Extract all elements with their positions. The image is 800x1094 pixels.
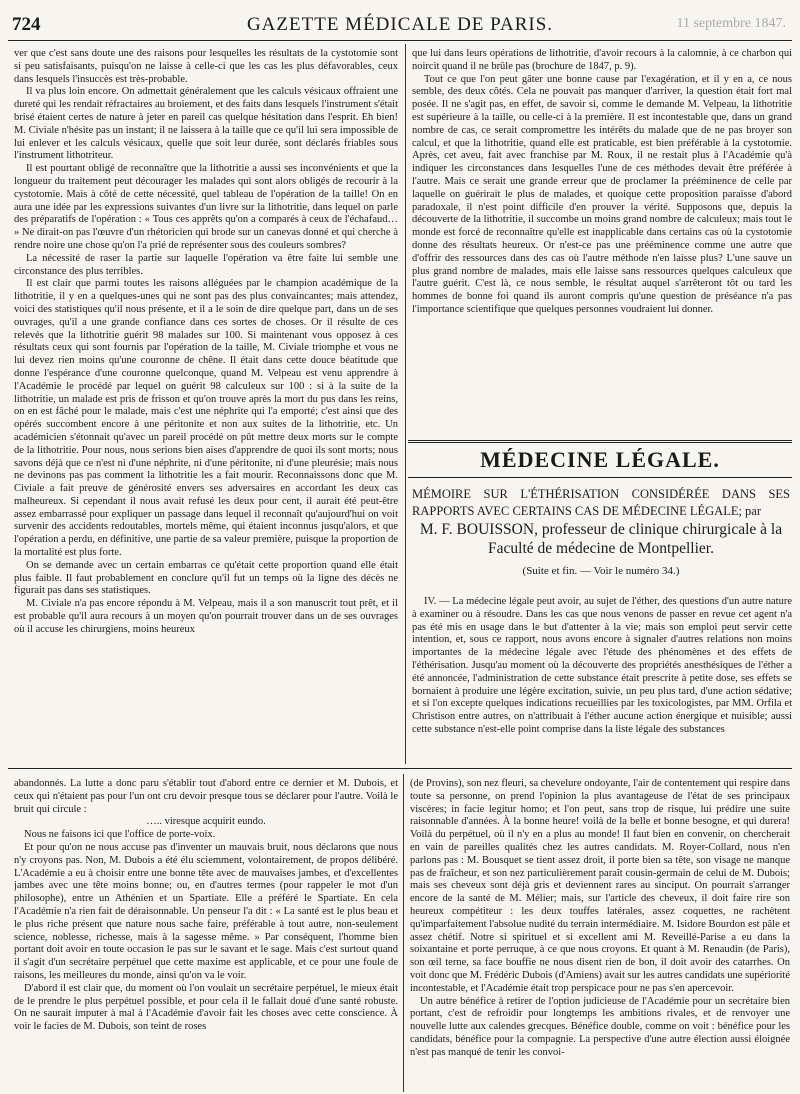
paragraph: Il est clair que parmi toutes les raisons alléguées par le champion académique de la lithotritie, il y en a quelques-unes qui ne sont pas des plus convaincantes; mais attendez, voici des statistiques qu'il nous présente, et il a le soin de dire quelque part, dans un de ses ouvrages, qu'il a une grande confiance dans ces sortes de choses. Or il résulte de ces relevés que la lithotritie guérit 98 malades sur 100. Si maintenant vous opposez à ces résultats ceux qui sont fournis par l'opération de la taille, M. Civiale triomphe et vous ne lui devez rien moins qu'une couronne de chêne. Il était dans cette douce béatitude que donne l'espérance d'une couronne quelconque, quand M. Velpeau est venu apprendre à l'Académie le procédé par lequel on guérit 98 calculeux sur 100 : si à la suite de la lithotritie, un malade est pris de frisson et qu'on trouve après la mort du pus dans les reins, on en est fâché pour le malade, mais c'est une néphrite qui l'a emporté; c'est ainsi que des opérés succombent encore à une péritonite et non aux suites de la lithotritie, etc. Un académicien s'étonnait qu'avec un pareil procédé on pût mettre deux morts sur le compte de la lithotritie. Pour nous, nous serions bien aises d'apprendre de quoi ils sont morts; nous savons déjà que ce n'est ni d'une néphrite, ni d'une péritonite, ni d'une pleurésie; mais nous ne devinons pas pas comment la lithotritie les a fait mourir. Reconnaissons donc que M. Civiale a fait preuve de générosité envers ses adversaires en accordant les deux cas malheureux. Si cependant il nous avait refusé les deux pour cent, il aurait été peut-être assez embarrassé pour expliquer un passage dans lequel il reconnaît qu'aujourd'hui on voit survenir des accidents redoutables, mortels même, qui étaient inconnus jusqu'alors, et que l'opération a perdu, en définitive, une partie de sa valeur première, puisque la proportion de la mortalité est plus forte. [14,278,398,559]
paragraph: La nécessité de raser la partie sur laquelle l'opération va être faite lui semble une circonstance des plus terribles. [14,252,398,277]
paragraph: IV. — La médecine légale peut avoir, au sujet de l'éther, des questions d'un autre nature à examiner ou à résoudre. Dans les cas que nous venons de passer en revue cet agent n'a pas été mis en usage dans le but d'attenter à la vie; mais son emploi peut servir cette intention, et, sous ce rapport, nous avons encore à signaler d'autres relations non moins importantes de la médecine légale avec l'étude des phénomènes et des effets de l'éthérisation. Jusqu'au moment où la découverte des propriétés anesthésiques de l'éther a été annoncée, l'administration de cette substance était prescrite à petite dose, ses effets se bornaient à produire une légère excitation, suivie, un peu plus tard, d'une action sédative; et si l'on excepte quelques indications recueillies par les toxicologistes, par MM. Orfila et Christison entre autres, on n'attribuait à l'éther aucune action énergique et nuisible; aussi cette substance n'est-elle point comprise dans la liste légale des substances [412,596,792,735]
memoir-title: MÉMOIRE SUR L'ÉTHÉRISATION CONSIDÉRÉE DANS SES RAPPORTS AVEC CERTAINS CAS DE MÉDECINE LÉGALE; par [412,487,790,518]
paragraph: (de Provins), son nez fleuri, sa chevelure ondoyante, l'air de contentement qui respire dans toute sa personne, on prend l'opinion la plus avantageuse de l'état de ses principaux viscères; in facie legitur homo; et l'on peut, sans trop de risque, lui prédire une suite raisonnable d'années. À la bonne heure! voilà de la belle et bonne besogne, et qui durera! Voilà du perpétuel, où il n'y en a plus au monde! Il faut bien en convenir, on chercherait en vain de pareilles qualités chez les autres candidats. M. Royer-Collard, nous n'en parlons pas : M. Bousquet se tient assez droit, il porte bien sa tête, son visage ne manque pas de fraîcheur, et son nez particulièrement paraît cousin-germain de celui de M. Dubois; mais ses cheveux sont déjà gris et deviennent rares au sinciput. On pourrait s'arranger encore de la santé de M. Mélier; mais, sur l'article des cheveux, il doit faire rire son heureux compétiteur : les deux touffes latérales, assez coquettes, ne rachètent qu'imparfaitement l'absolue nudité du terrain intermédiaire. M. Isidore Bourdon est pâle et assez chétif. Notre si spirituel et si excellent ami M. Reveillé-Parise a eu dans la soixantaine et porte perruque, à ce que nous croyons. Et quant à M. Renaudin (de Paris), son œil terne, sa face bouffie ne nous disent rien de bon, il doit avoir des catarrhes. On voit donc que M. Frédéric Dubois (d'Amiens) avait sur les autres candidats une supériorité incontestable, et l'Académie était trop perspicace pour ne pas s'en apercevoir. [410,778,790,994]
paragraph: D'abord il est clair que, du moment où l'on voulait un secrétaire perpétuel, le mieux était de le prendre le plus perpétuel possible, et pour cela il le fallait doué d'une santé robuste. On ne saurait imputer à mal à l'Académie d'avoir fait les choses avec cette conscience. À voir le facies de M. Dubois, son teint de roses [14,982,398,1033]
memoir-heading [412,486,790,558]
feuilleton-column-left [14,778,398,1092]
paragraph: Un autre bénéfice à retirer de l'option judicieuse de l'Académie pour un secrétaire bien portant, c'est de refroidir pour longtemps les ambitions rivales, et de renvoyer une nouvelle lutte aux calendes grecques. Bénéfice double, comme on voit : bénéfice pour les candidats, bénéfice pour la compagnie. La perspective d'une autre élection aussi éloignée n'est pas manqué de tenir les convoi- [410,995,790,1058]
paragraph: On se demande avec un certain embarras ce qu'était cette proportion quand elle était plus faible. Il faut probablement en conclure qu'il fut un temps où la ligne des décès ne figurait pas dans ses statistiques. [14,559,398,597]
section-title: MÉDECINE LÉGALE. [480,447,720,472]
page-header [8,12,792,41]
paragraph: abandonnés. La lutte a donc paru s'établir tout d'abord entre ce dernier et M. Dubois, et ceux qui n'étaient pas pour l'un ont cru devoir presque tous se déclarer pour l'autre. Voilà le bruit qui circule : [14,778,398,815]
paragraph: Nous ne faisons ici que l'office de porte-voix. [24,829,216,841]
article-column-legal-medicine [412,596,792,756]
column-divider-top [405,44,406,764]
paragraph: M. Civiale n'a pas encore répondu à M. Velpeau, mais il a son manuscrit tout prêt, et il est probable qu'il aura recours à un moyen qu'on pourrait trouver dans un de ses ouvrages où il accuse les chirurgiens, moins heureux [14,598,398,635]
faint-date: 11 septembre 1847. [676,16,786,31]
verse-quote: ….. viresque acquirit eundo. [146,816,266,828]
paragraph: Tout ce que l'on peut gâter une bonne cause par l'exagération, et il y en a, ce nous semble, des deux côtés. Cela ne pouvait pas manquer d'arriver, la question était fort mal posée. Il ne s'agit pas, en effet, de savoir si, comme le demande M. Velpeau, la lithotritie est supérieure à la taille, ou celle-ci à la première. Il est incontestable que, dans un grand nombre de cas, ce serait compromettre les intérêts du malade que de ne pas broyer son calcul, et que la lithotritie, quand elle est praticable, est bien préférable à la cystotomie. Après, cet aveu, fait avec franchise par M. Roux, il ne restait plus à l'Académie qu'à indiquer les circonstances dans lesquelles l'une de ces méthodes devait être préférée à l'autre. Mais ce serait une grande erreur que de proclamer la prééminence de celle par laquelle on guérirait le plus de malades, et quoique cette proposition paraisse d'abord paradoxale, il n'est point difficile d'en prouver la vérité. Supposons que, depuis la découverte de la lithotritie, il succombe un moins grand nombre de calculeux; mais tout le monde est forcé de reconnaître qu'elle est inapplicable dans certains cas où la cystotomie donne des résultats heureux. Or n'est-ce pas une prééminence comme une autre que d'offrir des ressources dans des cas où l'autre méthode n'en laisse plus? L'une sauve un plus grand nombre de malades, mais elle laisse sans ressources quelques calculeux que l'autre guérit. C'est là, ce nous semble, le résultat auquel s'arrêteront tôt ou tard les hommes de bonne foi quand ils auront compris qu'une question de préséance n'a pas l'importance scientifique que quelques personnes voudraient lui donner. [412,73,792,315]
page-number: 724 [12,14,41,35]
paragraph: Et pour qu'on ne nous accuse pas d'inventer un mauvais bruit, nous déclarons que nous n'y croyons pas. Non, M. Dubois a été élu sciemment, volontairement, de propos délibéré. L'Académie a eu à choisir entre une bonne tête avec de mauvaises jambes, et d'excellentes jambes avec une tête moins bonne; ou, en d'autres termes (pour rappeler le mot d'un philosophe), entre un Athénien et un Spartiate. Elle a préféré le Spartiate. En cela l'Académie n'a rien fait de déraisonnable. Un penseur l'a dit : « La santé est le plus beau et le plus riche présent que nature nous sache faire, préférable à tout autre, non-seulement science, noblesse, richesse, mais à la sagesse même. » Par conséquent, l'homme bien portant doit avoir en toute occasion le pas sur le savant et le sage. Mais c'est surtout quand il s'agit d'un secrétaire perpétuel que cette maxime est applicable, et ce pour une foule de raisons, les meilleures du monde, ainsi qu'on va le voir. [14,841,398,981]
memoir-author: M. F. BOUISSON, professeur de clinique chirurgicale à la Faculté de médecine de Montpellier. [419,521,783,557]
paragraph: Il est pourtant obligé de reconnaître que la lithotritie a aussi ses inconvénients et que la longueur du traitement peut décourager les malades qui sont alors obligés de recourir à la cystotomie. Mais à côté de cette nécessité, quel tableau de l'opération de la taille! On en aura une idée par les expressions suivantes d'un livre sur la lithotritie, dans lequel on parle des préparatifs de l'opération : « Tous ces apprêts qu'on a comparés à ceux de l'échafaud… » Ne dirait-on pas l'œuvre d'un rhétoricien qui brode sur un canevas donné et qui cherche à rendre noire une chose qu'on l'a prié de représenter sous des couleurs sombres? [14,163,398,251]
article-column-top-right [412,48,792,402]
paragraph: Il va plus loin encore. On admettait généralement que les calculs vésicaux offraient une dureté qui les rendait réfractaires au broiement, et des faits dans lesquels l'instrument s'était brisé étaient certes de nature à jeter en pareil cas quelque hésitation dans l'esprit. Eh bien! M. Civiale n'hésite pas un instant; il ne laissera à la taille que ce qu'il lui sera impossible de lui enlever et les calculs vésicaux, quelle que soit leur durée, sont déclarés friables sous l'instrument lithotriteur. [14,86,398,162]
journal-title: GAZETTE MÉDICALE DE PARIS. [246,14,554,35]
paragraph: que lui dans leurs opérations de lithotritie, d'avoir recours à la calomnie, à ce charbon qui noircit quand il ne brûle pas (brochure de 1847, p. 9). [412,48,792,72]
section-header [408,440,792,478]
horizontal-divider [8,768,792,769]
feuilleton-column-right [410,778,790,1092]
column-divider-bottom [403,774,404,1092]
article-column-top-left [14,48,398,754]
paragraph: ver que c'est sans doute une des raisons pour lesquelles les résultats de la cystotomie sont si peu satisfaisants, puisqu'on ne laisse à celle-ci que les cas les plus défavorables, ceux dans lesquels l'insuccès est très-probable. [14,48,398,85]
continuation-note: (Suite et fin. — Voir le numéro 34.) [522,565,680,577]
